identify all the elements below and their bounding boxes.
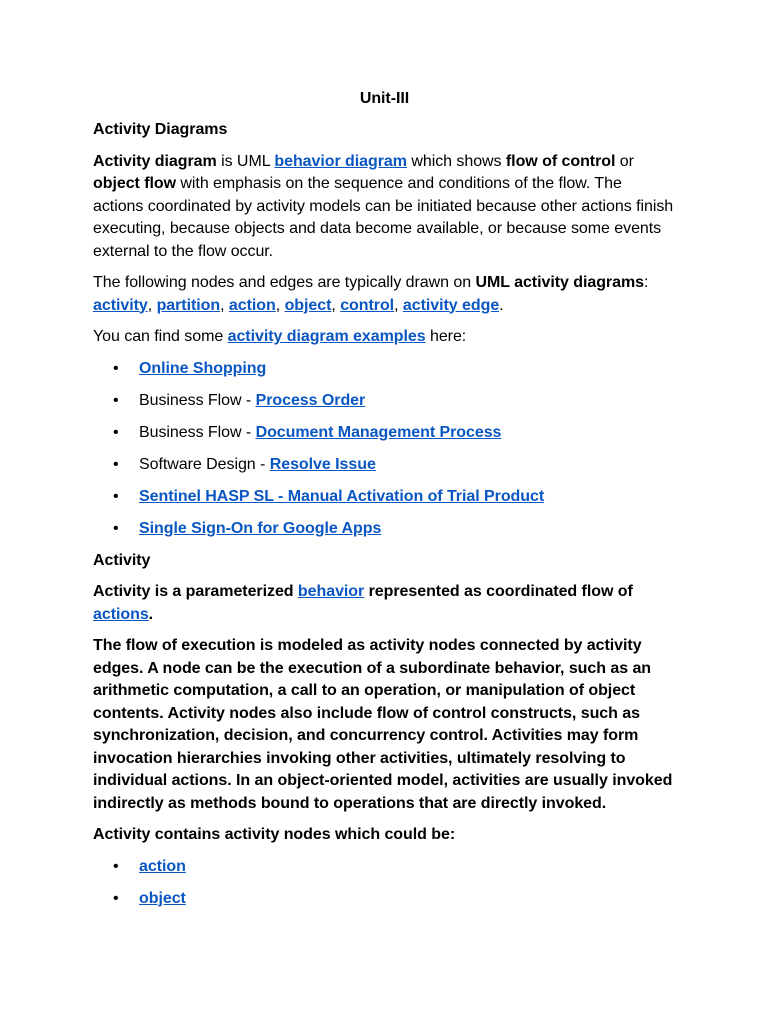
link-activity-edge[interactable]: activity edge — [402, 296, 500, 314]
list-item — [93, 486, 676, 508]
activity-definition — [93, 581, 676, 626]
bullet-icon: • — [113, 455, 119, 473]
activity-contains-paragraph: Activity contains activity nodes which could be: — [93, 826, 456, 843]
bullet-icon: • — [113, 487, 119, 505]
page-title: Unit-III — [359, 90, 410, 107]
link-separator: , — [394, 296, 399, 314]
activity-def-text-1: Activity is a parameterized — [93, 583, 298, 600]
link-partition[interactable]: partition — [156, 296, 221, 314]
link-document-management-process[interactable]: Document Management Process — [255, 423, 502, 441]
link-activity-diagram-examples[interactable]: activity diagram examples — [227, 328, 426, 345]
bullet-icon: • — [113, 359, 119, 377]
link-sentinel-hasp[interactable]: Sentinel HASP SL - Manual Activation of Trial Product — [139, 487, 545, 505]
link-online-shopping[interactable]: Online Shopping — [139, 359, 267, 377]
bullet-icon: • — [113, 519, 119, 537]
intro-text-2: which shows — [406, 152, 506, 170]
link-separator: , — [220, 296, 225, 314]
bullet-icon: • — [113, 889, 119, 907]
term-activity-diagram: Activity diagram — [93, 152, 217, 170]
link-separator: , — [147, 296, 153, 314]
nodes-period: . — [499, 296, 504, 314]
list-item — [93, 390, 676, 412]
term-object-flow: object flow — [93, 175, 177, 192]
link-process-order[interactable]: Process Order — [255, 391, 366, 409]
flow-of-execution-paragraph: The flow of execution is modeled as activity nodes connected by activity edges. A node can be the execution of a subordinate behavior, such as an arithmetic computation, a call to an operation, or manipulation of object contents. Activity nodes also include flow of control constructs, such as synchronization, decision, and concurrency control. Activities may form invocation hierarchies invoking other activities, ultimately resolving to individual actions. In an object-oriented model, activities are usually invoked indirectly as methods bound to operations that are directly invoked. — [93, 637, 673, 812]
list-item-prefix: Business Flow - — [139, 423, 256, 441]
term-uml-activity-diagrams: UML activity diagrams — [475, 274, 644, 291]
intro-text-3: or — [615, 152, 634, 170]
list-item-prefix: Software Design - — [139, 455, 270, 473]
link-action[interactable]: action — [228, 296, 276, 314]
node-types-list — [93, 856, 676, 910]
examples-text-1: You can find some — [93, 328, 228, 345]
examples-list — [93, 358, 676, 540]
section-heading-activity: Activity — [93, 551, 151, 569]
list-item-prefix: Business Flow - — [139, 391, 256, 409]
bullet-icon: • — [113, 391, 119, 409]
list-item — [93, 888, 676, 910]
bullet-icon: • — [113, 423, 119, 441]
list-item — [93, 856, 676, 878]
link-control[interactable]: control — [340, 296, 395, 314]
link-node-object[interactable]: object — [139, 889, 186, 907]
link-activity[interactable]: activity — [93, 296, 148, 314]
list-item — [93, 358, 676, 380]
link-node-action[interactable]: action — [139, 857, 186, 875]
list-item — [93, 422, 676, 444]
nodes-colon: : — [643, 274, 649, 291]
nodes-text-1: The following nodes and edges are typically drawn on — [93, 274, 476, 291]
link-object[interactable]: object — [284, 296, 332, 314]
activity-def-text-2: represented as coordinated flow of — [364, 583, 633, 600]
intro-paragraph — [93, 151, 676, 264]
list-item — [93, 454, 676, 476]
intro-text-1: is UML — [216, 152, 275, 170]
link-behavior[interactable]: behavior — [297, 583, 365, 600]
link-resolve-issue[interactable]: Resolve Issue — [269, 455, 376, 473]
link-single-sign-on[interactable]: Single Sign-On for Google Apps — [139, 519, 382, 537]
list-item — [93, 518, 676, 540]
link-separator: , — [275, 296, 281, 314]
link-actions[interactable]: actions — [93, 605, 149, 623]
bullet-icon: • — [113, 857, 119, 875]
link-separator: , — [331, 296, 336, 314]
section-heading-activity-diagrams: Activity Diagrams — [93, 121, 228, 138]
intro-text-4: with emphasis on the sequence and conditions of the flow. The actions coordinated by activity models can be initiated because other actions finish executing, because objects and data become available, or because some events external to the flow occur. — [93, 175, 674, 260]
examples-paragraph — [93, 326, 676, 349]
activity-def-period: . — [148, 605, 154, 623]
examples-text-2: here: — [425, 328, 467, 345]
nodes-paragraph — [93, 272, 676, 317]
link-behavior-diagram[interactable]: behavior diagram — [274, 152, 407, 170]
term-flow-of-control: flow of control — [505, 152, 616, 170]
